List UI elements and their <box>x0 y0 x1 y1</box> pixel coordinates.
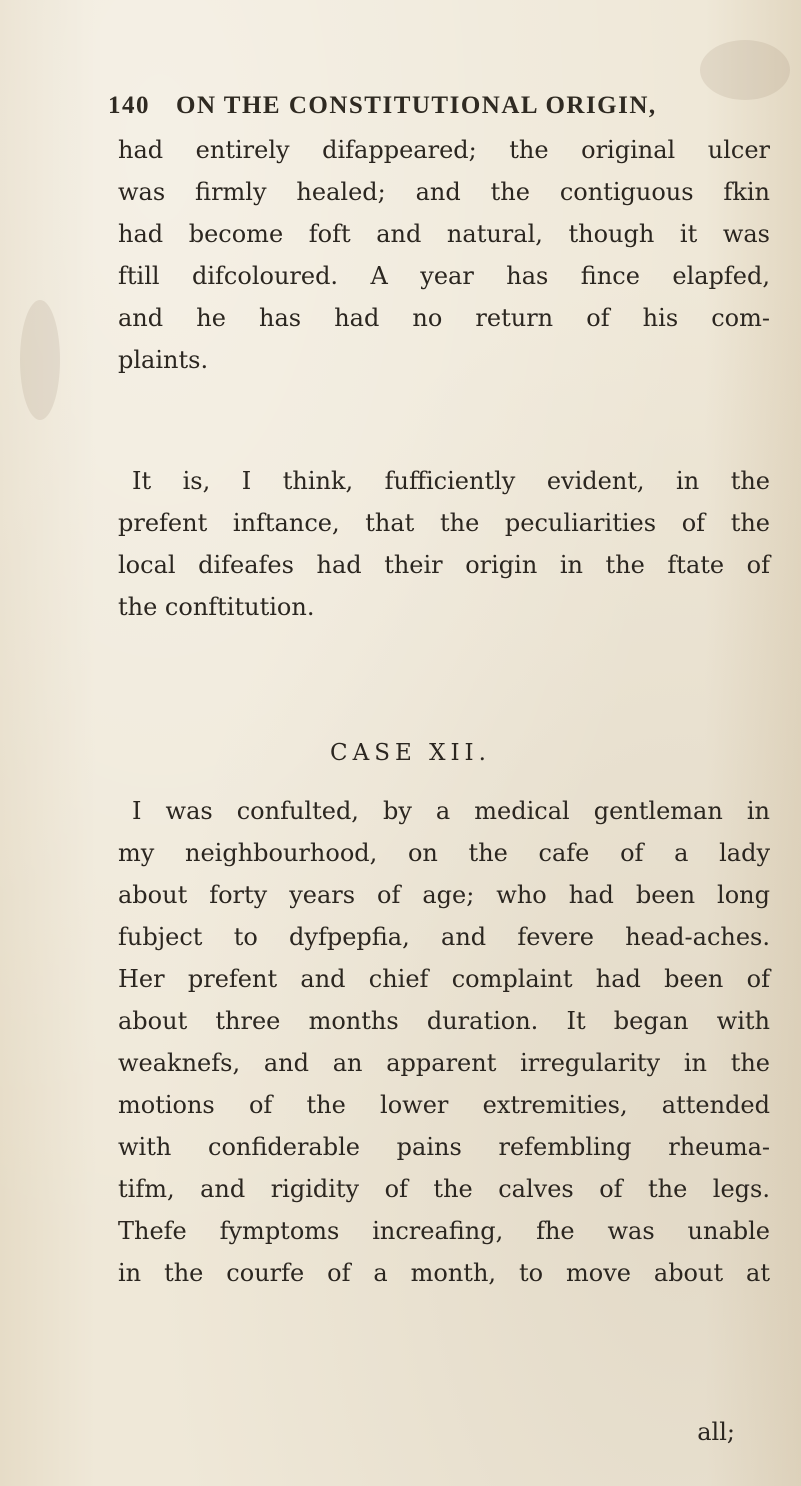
text-line: was firmly healed; and the contiguous fkin <box>118 178 770 206</box>
paragraph-1 <box>118 129 770 381</box>
text-line: ftill difcoloured. A year has fince elapfed, <box>118 262 770 290</box>
text-line: my neighbourhood, on the cafe of a lady <box>118 839 770 867</box>
text-line: prefent inftance, that the peculiarities of the <box>118 509 770 537</box>
text-line: had entirely difappeared; the original ulcer <box>118 136 770 164</box>
text-line: the conftitution. <box>118 593 315 621</box>
paper-stain <box>700 40 790 100</box>
text-line: tifm, and rigidity of the calves of the legs. <box>118 1175 770 1203</box>
text-line: and he has had no return of his com- <box>118 304 770 332</box>
text-line: local difeafes had their origin in the ftate of <box>118 551 770 579</box>
running-title: ON THE CONSTITUTIONAL ORIGIN, <box>176 92 657 119</box>
text-line: I was confulted, by a medical gentleman in <box>132 797 770 825</box>
case-heading: CASE XII. <box>330 740 491 766</box>
running-head <box>108 92 741 120</box>
text-line: fubject to dyfpepfia, and fevere head-aches. <box>118 923 770 951</box>
paragraph-3 <box>118 790 770 1294</box>
paragraph-2 <box>118 460 770 628</box>
text-line: weaknefs, and an apparent irregularity in the <box>118 1049 770 1077</box>
text-line: Thefe fymptoms increafing, fhe was unable <box>118 1217 770 1245</box>
text-line: about three months duration. It began with <box>118 1007 770 1035</box>
text-line: motions of the lower extremities, attended <box>118 1091 770 1119</box>
text-line: in the courfe of a month, to move about at <box>118 1259 770 1287</box>
text-line: It is, I think, fufficiently evident, in the <box>132 467 770 495</box>
text-line: plaints. <box>118 346 209 374</box>
text-line: had become foft and natural, though it was <box>118 220 770 248</box>
catchword: all; <box>697 1418 735 1446</box>
text-line: Her prefent and chief complaint had been of <box>118 965 770 993</box>
text-line: about forty years of age; who had been long <box>118 881 770 909</box>
text-line: with confiderable pains refembling rheuma- <box>118 1133 770 1161</box>
paper-stain <box>20 300 60 420</box>
page-number: 140 <box>108 92 150 119</box>
